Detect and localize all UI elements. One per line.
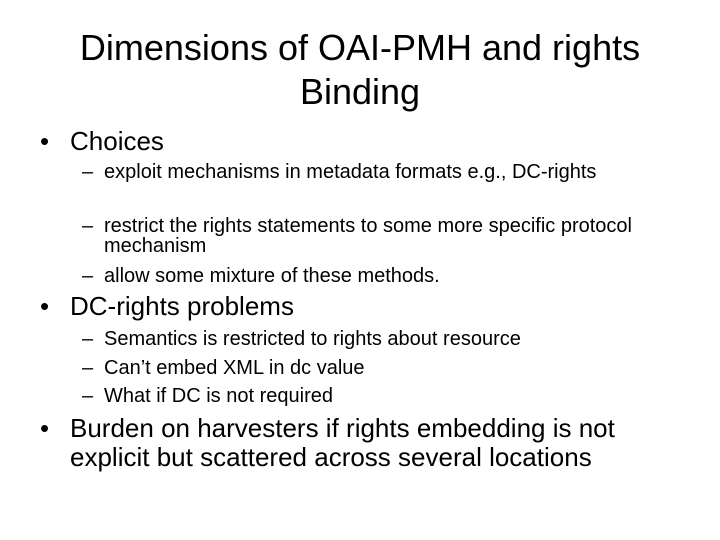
dash-icon: – bbox=[82, 215, 94, 237]
bullet-icon: • bbox=[40, 413, 50, 443]
title-line-1: Dimensions of OAI-PMH and rights bbox=[79, 27, 641, 68]
bullet-icon: • bbox=[40, 291, 50, 321]
subitem-text: restrict the rights statements to some more specific protocol mechanism bbox=[104, 215, 632, 257]
slide-title bbox=[36, 26, 684, 114]
subitem-text: Can’t embed XML in dc value bbox=[104, 357, 365, 379]
dash-icon: – bbox=[82, 385, 94, 407]
dash-icon: – bbox=[82, 161, 94, 183]
bullet-text: Choices bbox=[70, 126, 164, 156]
subitem-text: What if DC is not required bbox=[104, 385, 333, 407]
dash-icon: – bbox=[82, 328, 94, 350]
bullet-icon: • bbox=[40, 126, 50, 156]
title-line-2: Binding bbox=[299, 71, 421, 112]
bullet-text: DC-rights problems bbox=[70, 291, 294, 321]
bullet-text: Burden on harvesters if rights embedding is not explicit but scattered across several locations bbox=[70, 413, 615, 472]
subitem-text: exploit mechanisms in metadata formats e.g., DC-rights bbox=[104, 161, 597, 183]
subitem-text: allow some mixture of these methods. bbox=[104, 265, 440, 287]
subitem-text: Semantics is restricted to rights about resource bbox=[104, 328, 521, 350]
dash-icon: – bbox=[82, 265, 94, 287]
dash-icon: – bbox=[82, 357, 94, 379]
